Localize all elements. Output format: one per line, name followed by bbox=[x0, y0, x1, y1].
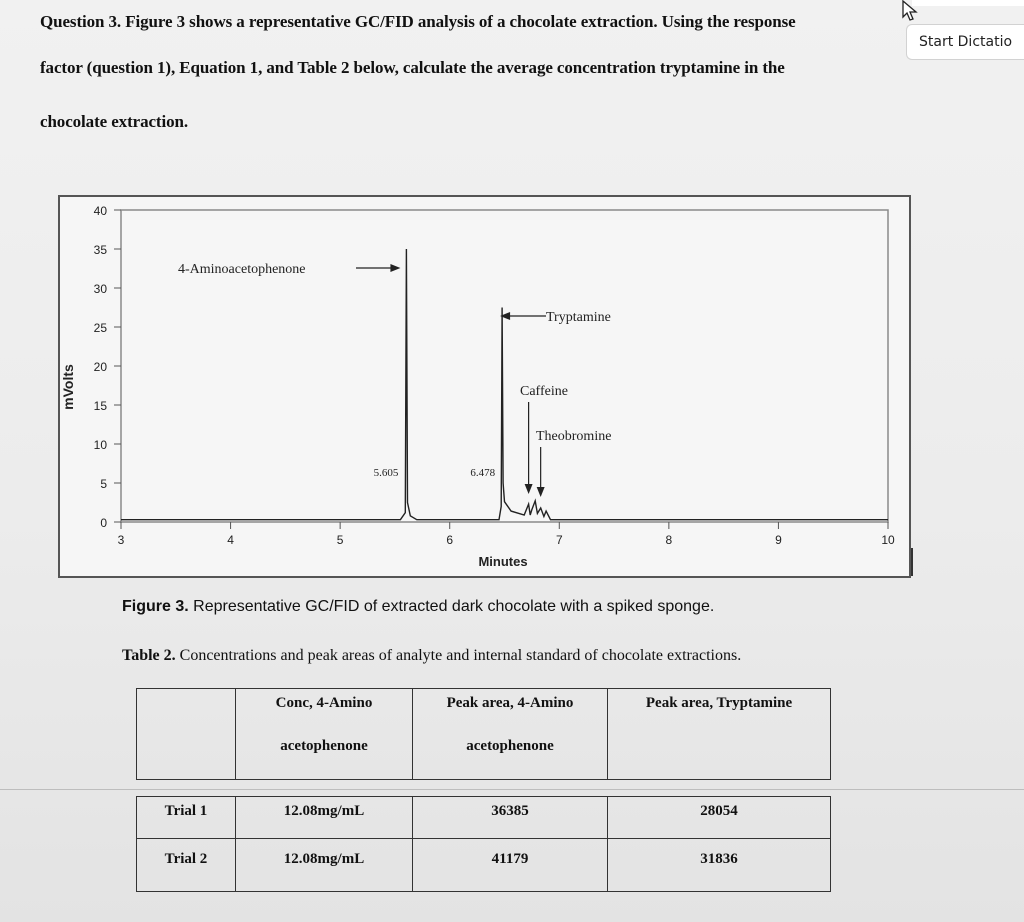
arrow-head-aminoacetophenone bbox=[390, 264, 400, 272]
x-tick-label: 8 bbox=[665, 533, 673, 547]
row-label: Trial 1 bbox=[137, 797, 236, 839]
x-tick-label: 5 bbox=[336, 533, 344, 547]
table-caption-label: Table 2. bbox=[122, 647, 176, 664]
mouse-cursor-icon bbox=[900, 0, 922, 24]
peak-label-aminoacetophenone: 4-Aminoacetophenone bbox=[178, 262, 306, 277]
figure-caption bbox=[122, 598, 714, 616]
question-label: Question 3. bbox=[40, 12, 122, 31]
x-tick-label: 7 bbox=[555, 533, 563, 547]
chromatogram-chart bbox=[60, 197, 913, 580]
question-line-2: factor (question 1), Equation 1, and Table 2 below, calculate the average concentration tryptamine in the bbox=[40, 58, 785, 77]
header-area-amino-line2: acetophenone bbox=[466, 738, 554, 754]
row-label: Trial 2 bbox=[137, 839, 236, 892]
cell-area-amino: 41179 bbox=[413, 839, 608, 892]
header-area-amino-line1: Peak area, 4-Amino bbox=[446, 695, 574, 711]
chromatogram-figure bbox=[58, 195, 911, 578]
x-tick-label: 3 bbox=[117, 533, 125, 547]
cell-area-tryptamine: 28054 bbox=[608, 797, 831, 839]
cell-area-tryptamine: 31836 bbox=[608, 839, 831, 892]
x-tick-label: 9 bbox=[775, 533, 782, 547]
header-conc-line2: acetophenone bbox=[280, 738, 368, 754]
header-area-tryptamine-cell bbox=[608, 689, 831, 780]
peak-label-theobromine: Theobromine bbox=[536, 429, 612, 444]
question-text-1: Figure 3 shows a representative GC/FID analysis of a chocolate extraction. Using the response bbox=[125, 12, 796, 31]
figure-caption-text: Representative GC/FID of extracted dark chocolate with a spiked sponge. bbox=[193, 598, 715, 615]
retention-label-1: 5.605 bbox=[373, 467, 399, 479]
table-header bbox=[136, 688, 831, 780]
table-row bbox=[137, 839, 831, 892]
cell-area-amino: 36385 bbox=[413, 797, 608, 839]
y-axis-label: mVolts bbox=[60, 364, 76, 410]
cell-conc: 12.08mg/mL bbox=[236, 797, 413, 839]
y-tick-label: 5 bbox=[100, 477, 107, 491]
header-blank-cell bbox=[137, 689, 236, 780]
table-caption-text: Concentrations and peak areas of analyte and internal standard of chocolate extractions. bbox=[179, 647, 742, 664]
figure-caption-label: Figure 3. bbox=[122, 598, 189, 615]
header-area-amino-cell bbox=[413, 689, 608, 780]
y-tick-label: 40 bbox=[93, 204, 107, 218]
cell-conc: 12.08mg/mL bbox=[236, 839, 413, 892]
arrow-head-caffeine bbox=[525, 484, 533, 494]
question-line-1 bbox=[40, 12, 796, 32]
y-tick-label: 25 bbox=[93, 321, 107, 335]
retention-label-2: 6.478 bbox=[470, 467, 496, 479]
y-tick-label: 15 bbox=[93, 399, 107, 413]
header-conc-cell bbox=[236, 689, 413, 780]
x-tick-label: 6 bbox=[446, 533, 454, 547]
header-conc-line1: Conc, 4-Amino bbox=[275, 695, 373, 711]
x-axis-label: Minutes bbox=[478, 554, 528, 569]
table-caption bbox=[122, 647, 741, 665]
y-tick-label: 0 bbox=[100, 516, 107, 530]
peak-label-caffeine: Caffeine bbox=[520, 384, 568, 399]
peak-label-tryptamine: Tryptamine bbox=[546, 310, 611, 325]
y-tick-label: 10 bbox=[93, 438, 107, 452]
x-tick-label: 10 bbox=[881, 533, 895, 547]
y-tick-label: 20 bbox=[93, 360, 107, 374]
table-body bbox=[136, 796, 831, 892]
y-tick-label: 30 bbox=[93, 282, 107, 296]
start-dictation-button[interactable]: Start Dictatio bbox=[906, 24, 1024, 60]
signal-trace bbox=[121, 249, 888, 520]
header-area-tryptamine-line1: Peak area, Tryptamine bbox=[645, 695, 793, 711]
question-line-3: chocolate extraction. bbox=[40, 112, 189, 131]
table-row bbox=[137, 797, 831, 839]
side-divider-mark bbox=[911, 548, 913, 576]
x-tick-label: 4 bbox=[227, 533, 234, 547]
y-tick-label: 35 bbox=[93, 243, 107, 257]
plot-area bbox=[121, 210, 888, 522]
page-fold-line bbox=[0, 789, 1024, 790]
arrow-head-theobromine bbox=[537, 487, 545, 497]
top-toolbar-strip bbox=[912, 0, 1024, 6]
